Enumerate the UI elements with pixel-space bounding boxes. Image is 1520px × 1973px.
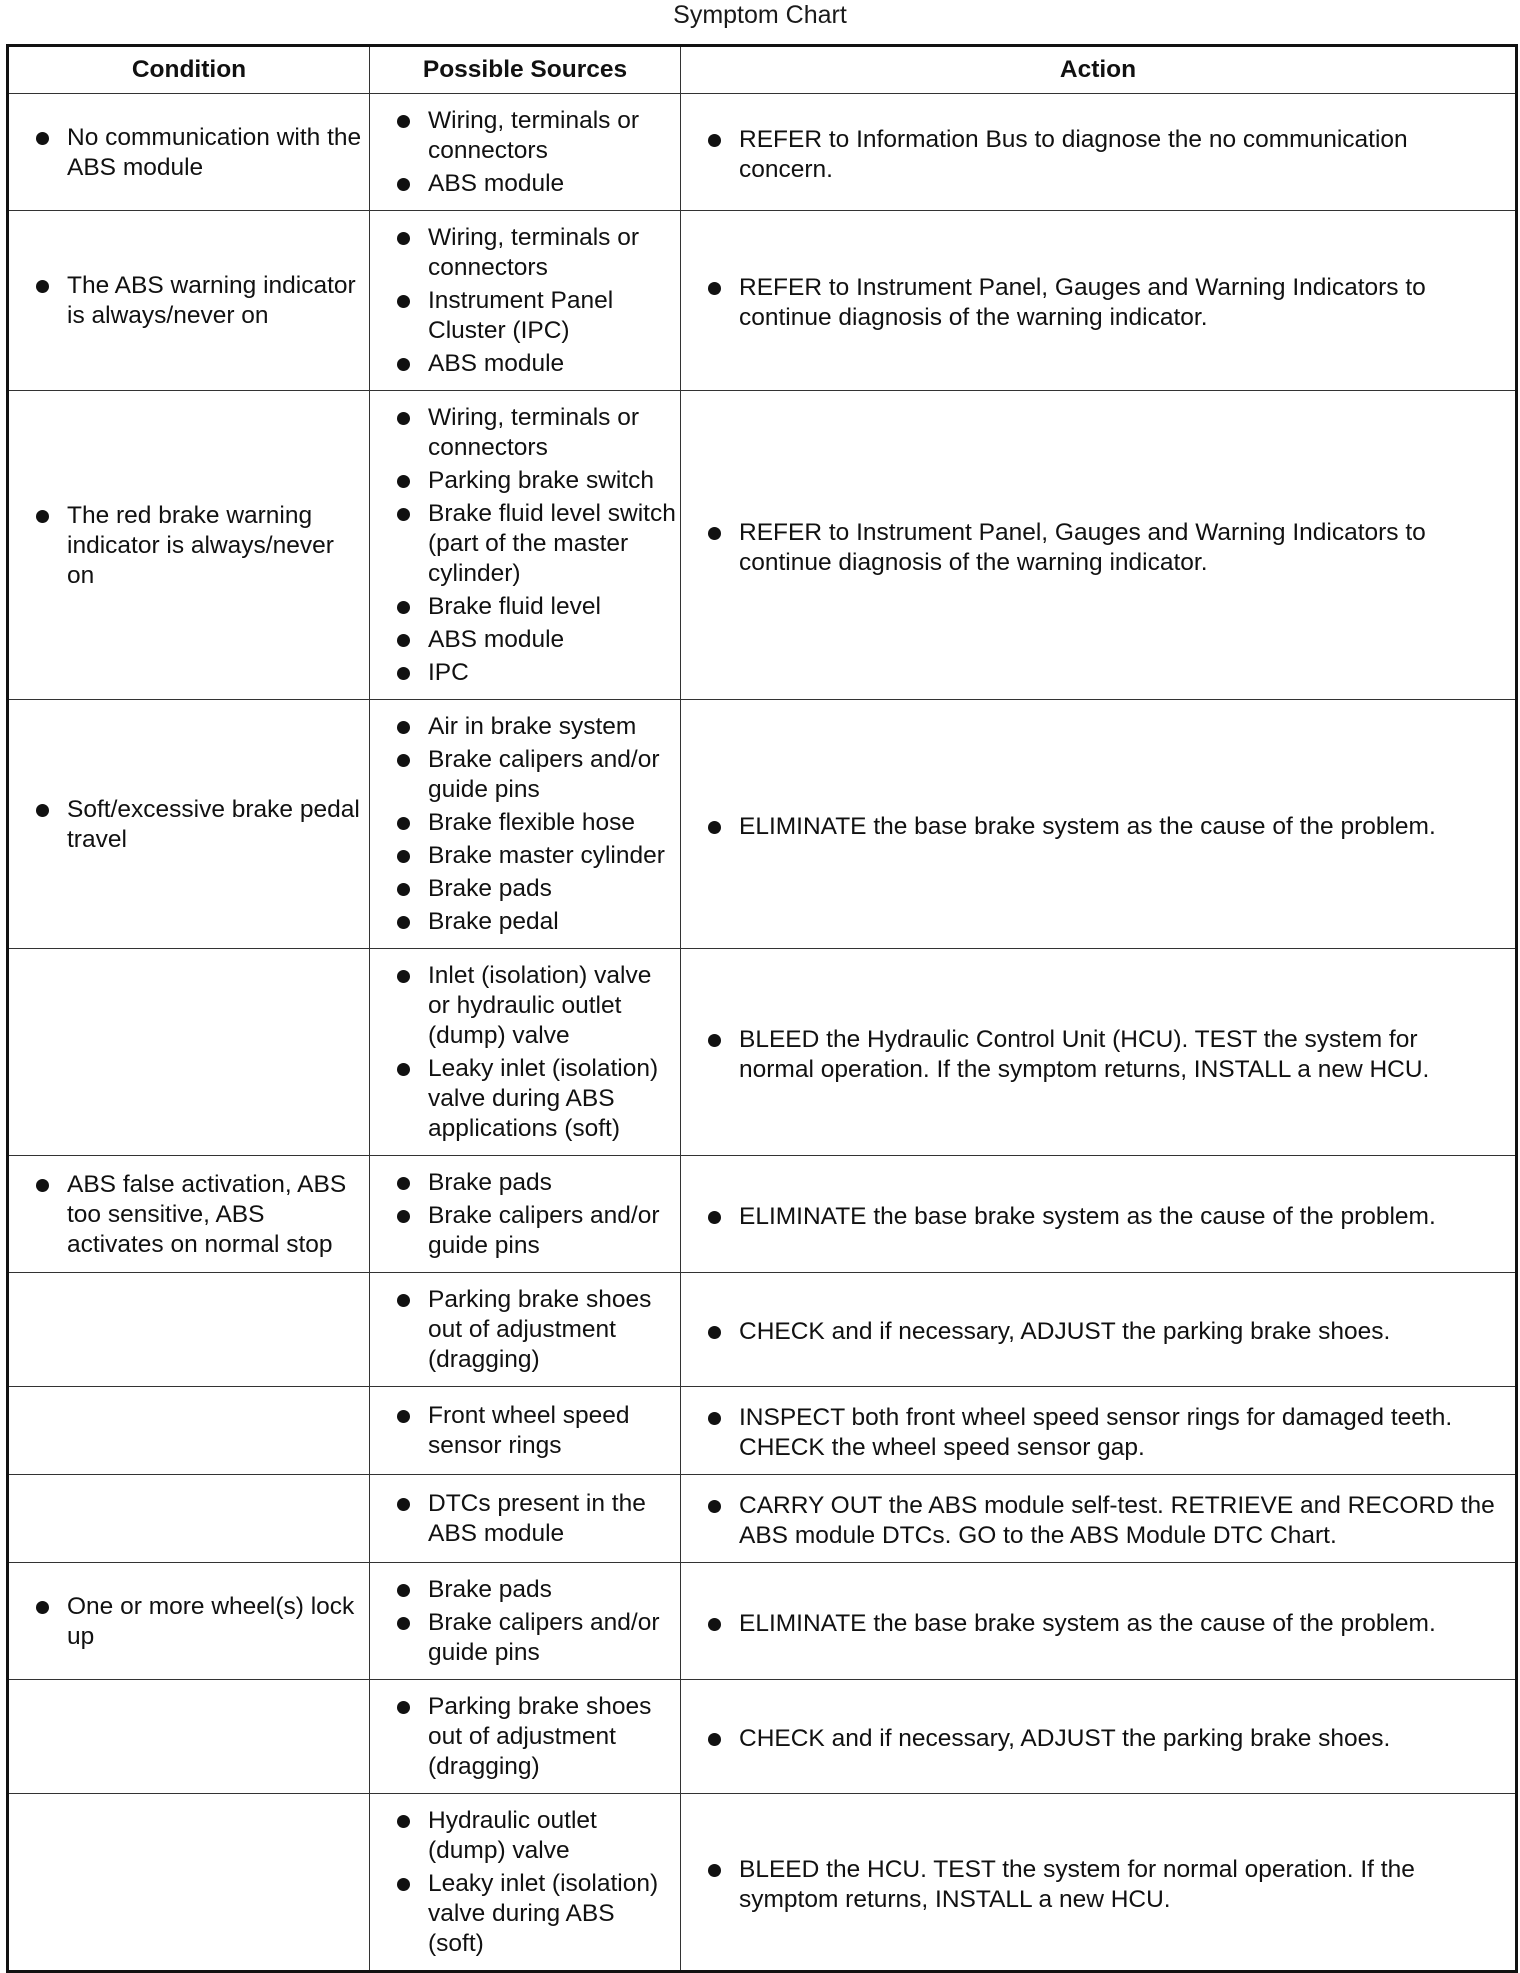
condition-cell (8, 1680, 370, 1794)
table-row (8, 1563, 1517, 1680)
sources-list (370, 1794, 680, 1970)
action-cell (681, 1563, 1517, 1680)
table-row (8, 94, 1517, 211)
sources-list (370, 1477, 680, 1560)
sources-list (370, 391, 680, 699)
source-item: ABS module (370, 625, 676, 655)
action-cell (681, 700, 1517, 949)
table-row (8, 1794, 1517, 1972)
action-text: ELIMINATE the base brake system as the cause of the problem. (681, 1202, 1495, 1232)
table-row (8, 391, 1517, 700)
source-item: Brake flexible hose (370, 808, 676, 838)
source-item: Brake pedal (370, 907, 676, 937)
action-text: BLEED the Hydraulic Control Unit (HCU). TEST the system for normal operation. If the symptom returns, INSTALL a new HCU. (681, 1025, 1495, 1085)
table-row (8, 1156, 1517, 1273)
source-item: DTCs present in the ABS module (370, 1489, 676, 1549)
table-row (8, 1387, 1517, 1475)
source-item: Parking brake switch (370, 466, 676, 496)
action-text: BLEED the HCU. TEST the system for normal operation. If the symptom returns, INSTALL a new HCU. (681, 1855, 1495, 1915)
possible-sources-cell (370, 94, 681, 211)
possible-sources-cell (370, 1680, 681, 1794)
possible-sources-cell (370, 1273, 681, 1387)
source-item: Brake pads (370, 874, 676, 904)
possible-sources-cell (370, 949, 681, 1156)
source-item: Brake pads (370, 1168, 676, 1198)
sources-list (370, 1680, 680, 1793)
sources-list (370, 700, 680, 948)
source-item: Front wheel speed sensor rings (370, 1401, 676, 1461)
possible-sources-cell (370, 391, 681, 700)
action-cell (681, 94, 1517, 211)
table-row (8, 700, 1517, 949)
action-text: CHECK and if necessary, ADJUST the parking brake shoes. (681, 1317, 1495, 1347)
source-item: Wiring, terminals or connectors (370, 403, 676, 463)
condition-cell (8, 1156, 370, 1273)
header-possible-sources: Possible Sources (370, 46, 681, 94)
action-text: CHECK and if necessary, ADJUST the parking brake shoes. (681, 1724, 1495, 1754)
action-text: CARRY OUT the ABS module self-test. RETRIEVE and RECORD the ABS module DTCs. GO to the ABS Module DTC Chart. (681, 1491, 1495, 1551)
table-row (8, 1273, 1517, 1387)
table-body (8, 94, 1517, 1972)
sources-list (370, 1273, 680, 1386)
condition-cell (8, 949, 370, 1156)
sources-list (370, 949, 680, 1155)
condition-cell (8, 211, 370, 391)
source-item: Parking brake shoes out of adjustment (dragging) (370, 1692, 676, 1782)
condition-text: The red brake warning indicator is always/never on (9, 501, 365, 591)
condition-cell (8, 1387, 370, 1475)
action-cell (681, 1680, 1517, 1794)
condition-cell (8, 94, 370, 211)
source-item: Air in brake system (370, 712, 676, 742)
action-cell (681, 949, 1517, 1156)
possible-sources-cell (370, 211, 681, 391)
action-cell (681, 391, 1517, 700)
source-item: Brake calipers and/or guide pins (370, 745, 676, 805)
source-item: Brake calipers and/or guide pins (370, 1201, 676, 1261)
source-item: IPC (370, 658, 676, 688)
source-item: Instrument Panel Cluster (IPC) (370, 286, 676, 346)
source-item: Wiring, terminals or connectors (370, 106, 676, 166)
possible-sources-cell (370, 1387, 681, 1475)
condition-cell (8, 1794, 370, 1972)
table-row (8, 949, 1517, 1156)
condition-text: One or more wheel(s) lock up (9, 1592, 365, 1652)
page-title: Symptom Chart (673, 1, 847, 29)
source-item: Leaky inlet (isolation) valve during ABS (soft) (370, 1869, 676, 1959)
condition-cell (8, 391, 370, 700)
table-row (8, 1475, 1517, 1563)
sources-list (370, 1156, 680, 1272)
source-item: ABS module (370, 169, 676, 199)
action-text: REFER to Instrument Panel, Gauges and Warning Indicators to continue diagnosis of the warning indicator. (681, 518, 1495, 578)
possible-sources-cell (370, 1156, 681, 1273)
condition-cell (8, 1273, 370, 1387)
source-item: Brake master cylinder (370, 841, 676, 871)
possible-sources-cell (370, 1794, 681, 1972)
action-cell (681, 1156, 1517, 1273)
source-item: Brake calipers and/or guide pins (370, 1608, 676, 1668)
source-item: Hydraulic outlet (dump) valve (370, 1806, 676, 1866)
table-header-row (8, 46, 1517, 94)
possible-sources-cell (370, 1563, 681, 1680)
action-text: REFER to Instrument Panel, Gauges and Warning Indicators to continue diagnosis of the warning indicator. (681, 273, 1495, 333)
action-text: ELIMINATE the base brake system as the cause of the problem. (681, 1609, 1495, 1639)
symptom-table (6, 44, 1518, 1973)
source-item: Parking brake shoes out of adjustment (dragging) (370, 1285, 676, 1375)
source-item: Brake fluid level (370, 592, 676, 622)
source-item: Wiring, terminals or connectors (370, 223, 676, 283)
sources-list (370, 1563, 680, 1679)
table-row (8, 211, 1517, 391)
sources-list (370, 211, 680, 390)
action-cell (681, 1273, 1517, 1387)
source-item: Brake pads (370, 1575, 676, 1605)
condition-text: ABS false activation, ABS too sensitive, ABS activates on normal stop (9, 1170, 365, 1260)
possible-sources-cell (370, 700, 681, 949)
action-cell (681, 1387, 1517, 1475)
source-item: Leaky inlet (isolation) valve during ABS applications (soft) (370, 1054, 676, 1144)
action-cell (681, 1475, 1517, 1563)
header-condition: Condition (8, 46, 370, 94)
condition-cell (8, 1563, 370, 1680)
action-text: ELIMINATE the base brake system as the cause of the problem. (681, 812, 1495, 842)
action-cell (681, 1794, 1517, 1972)
action-text: INSPECT both front wheel speed sensor rings for damaged teeth. CHECK the wheel speed sensor gap. (681, 1403, 1495, 1463)
condition-text: The ABS warning indicator is always/never on (9, 271, 365, 331)
source-item: Inlet (isolation) valve or hydraulic outlet (dump) valve (370, 961, 676, 1051)
sources-list (370, 94, 680, 210)
sources-list (370, 1389, 680, 1472)
condition-cell (8, 700, 370, 949)
possible-sources-cell (370, 1475, 681, 1563)
action-cell (681, 211, 1517, 391)
condition-cell (8, 1475, 370, 1563)
condition-text: Soft/excessive brake pedal travel (9, 795, 365, 855)
table-row (8, 1680, 1517, 1794)
action-text: REFER to Information Bus to diagnose the no communication concern. (681, 125, 1495, 185)
header-action: Action (681, 46, 1517, 94)
condition-text: No communication with the ABS module (9, 123, 365, 183)
source-item: Brake fluid level switch (part of the master cylinder) (370, 499, 676, 589)
source-item: ABS module (370, 349, 676, 379)
